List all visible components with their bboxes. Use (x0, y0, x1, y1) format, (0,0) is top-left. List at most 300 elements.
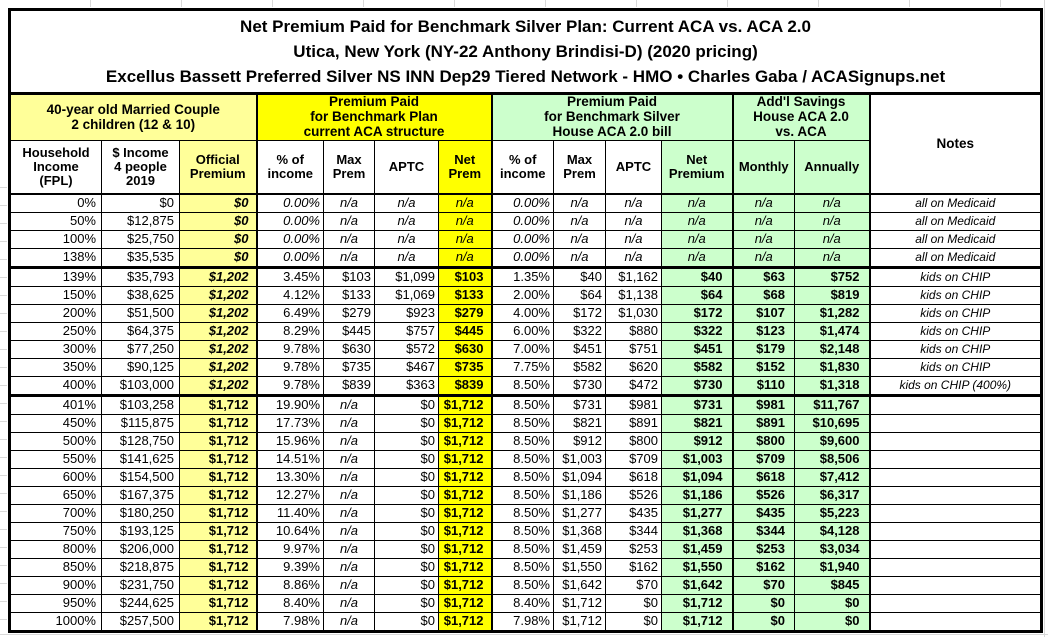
col-aca2-net-premium: n/a (662, 213, 733, 231)
col-aca-pct-income: 8.40% (257, 595, 324, 613)
col-aca2-aptc: $0 (606, 613, 662, 632)
col-aca-net-prem: $1,712 (439, 433, 492, 451)
col-aca-pct-income: 0.00% (257, 231, 324, 249)
header-group-household: 40-year old Married Couple 2 children (12 & 10) (10, 94, 257, 141)
col-aca-aptc: $0 (375, 396, 439, 415)
col-aca2-net-premium: n/a (662, 231, 733, 249)
col-fpl: 100% (10, 231, 102, 249)
col-official-premium: $0 (180, 213, 257, 231)
col-official-premium: $1,712 (180, 577, 257, 595)
title-line-1: Net Premium Paid for Benchmark Silver Plan: Current ACA vs. ACA 2.0 (240, 17, 811, 36)
table-row (10, 469, 1042, 487)
col-savings-monthly: $63 (733, 268, 795, 287)
col-aca-max-prem: n/a (324, 451, 375, 469)
col-aca-pct-income: 9.78% (257, 359, 324, 377)
col-notes (870, 541, 1042, 559)
col-savings-annually: $11,767 (795, 396, 870, 415)
col-fpl: 139% (10, 268, 102, 287)
col-aca-net-prem: $1,712 (439, 523, 492, 541)
col-income: $206,000 (102, 541, 180, 559)
col-notes (870, 577, 1042, 595)
col-aca-pct-income: 9.39% (257, 559, 324, 577)
col-fpl: 450% (10, 415, 102, 433)
col-notes: kids on CHIP (400%) (870, 377, 1042, 396)
col-official-premium: $0 (180, 249, 257, 268)
col-aca2-pct-income: 1.35% (492, 268, 554, 287)
col-aca-net-prem: $735 (439, 359, 492, 377)
col-savings-monthly: $981 (733, 396, 795, 415)
col-official-premium: $1,202 (180, 377, 257, 396)
col-official-premium: $1,712 (180, 523, 257, 541)
col-aca2-net-premium: $1,277 (662, 505, 733, 523)
col-savings-annually: $10,695 (795, 415, 870, 433)
col-savings-monthly: $70 (733, 577, 795, 595)
col-notes (870, 451, 1042, 469)
col-aca-max-prem: n/a (324, 577, 375, 595)
col-aca-max-prem: n/a (324, 487, 375, 505)
col-aca-max-prem: n/a (324, 415, 375, 433)
col-fpl: 1000% (10, 613, 102, 632)
col-aca2-net-premium: $821 (662, 415, 733, 433)
col-aca-max-prem: $839 (324, 377, 375, 396)
col-aca2-aptc: $709 (606, 451, 662, 469)
col-aca-net-prem: n/a (439, 194, 492, 213)
col-fpl: 401% (10, 396, 102, 415)
col-aca2-pct-income: 7.98% (492, 613, 554, 632)
col-aca2-aptc: n/a (606, 249, 662, 268)
col-aca-net-prem: $1,712 (439, 451, 492, 469)
col-savings-monthly: n/a (733, 194, 795, 213)
col-aca2-pct-income: 2.00% (492, 287, 554, 305)
header-col-income: $ Income 4 people 2019 (102, 141, 180, 195)
spreadsheet-gridline-bottom (0, 634, 1048, 635)
col-aca-pct-income: 7.98% (257, 613, 324, 632)
col-aca-max-prem: n/a (324, 505, 375, 523)
col-aca2-pct-income: 7.00% (492, 341, 554, 359)
col-aca2-max-prem: n/a (554, 194, 606, 213)
col-aca2-aptc: $751 (606, 341, 662, 359)
col-official-premium: $0 (180, 194, 257, 213)
col-aca-net-prem: $1,712 (439, 613, 492, 632)
col-aca2-max-prem: n/a (554, 249, 606, 268)
header-notes: Notes (870, 94, 1042, 195)
col-aca2-net-premium: n/a (662, 194, 733, 213)
table-row (10, 249, 1042, 268)
col-aca-aptc: $923 (375, 305, 439, 323)
col-savings-annually: $2,148 (795, 341, 870, 359)
col-aca2-max-prem: $64 (554, 287, 606, 305)
col-aca2-pct-income: 0.00% (492, 194, 554, 213)
col-fpl: 700% (10, 505, 102, 523)
col-savings-monthly: $344 (733, 523, 795, 541)
col-aca-net-prem: $279 (439, 305, 492, 323)
col-savings-annually: $4,128 (795, 523, 870, 541)
col-aca2-net-premium: $40 (662, 268, 733, 287)
col-notes: kids on CHIP (870, 323, 1042, 341)
col-income: $35,535 (102, 249, 180, 268)
col-aca-net-prem: $1,712 (439, 469, 492, 487)
col-aca2-max-prem: $1,712 (554, 595, 606, 613)
col-aca2-aptc: $0 (606, 595, 662, 613)
col-savings-monthly: n/a (733, 249, 795, 268)
header-group-current-aca: Premium Paid for Benchmark Plan current ACA structure (257, 94, 492, 141)
col-official-premium: $0 (180, 231, 257, 249)
col-notes (870, 523, 1042, 541)
col-income: $38,625 (102, 287, 180, 305)
col-savings-annually: $845 (795, 577, 870, 595)
col-aca2-max-prem: $821 (554, 415, 606, 433)
table-row (10, 487, 1042, 505)
col-fpl: 200% (10, 305, 102, 323)
table-row (10, 415, 1042, 433)
col-savings-annually: $6,317 (795, 487, 870, 505)
col-aca2-net-premium: $1,003 (662, 451, 733, 469)
col-savings-monthly: $709 (733, 451, 795, 469)
col-notes (870, 613, 1042, 632)
col-fpl: 50% (10, 213, 102, 231)
col-aca2-net-premium: $730 (662, 377, 733, 396)
col-fpl: 900% (10, 577, 102, 595)
col-savings-annually: $1,830 (795, 359, 870, 377)
table-row (10, 559, 1042, 577)
col-savings-monthly: n/a (733, 213, 795, 231)
header-col-aca2-aptc: APTC (606, 141, 662, 195)
col-aca2-max-prem: $582 (554, 359, 606, 377)
col-savings-annually: $9,600 (795, 433, 870, 451)
header-group-aca2: Premium Paid for Benchmark Silver House ACA 2.0 bill (492, 94, 733, 141)
col-aca-aptc: $0 (375, 595, 439, 613)
col-income: $25,750 (102, 231, 180, 249)
header-col-aca-net-prem: Net Prem (439, 141, 492, 195)
col-aca-net-prem: $133 (439, 287, 492, 305)
col-aca-aptc: $467 (375, 359, 439, 377)
col-aca2-net-premium: $1,368 (662, 523, 733, 541)
col-aca-pct-income: 19.90% (257, 396, 324, 415)
col-notes: all on Medicaid (870, 194, 1042, 213)
col-fpl: 850% (10, 559, 102, 577)
col-aca2-aptc: $1,138 (606, 287, 662, 305)
table-row (10, 505, 1042, 523)
col-aca-aptc: n/a (375, 213, 439, 231)
col-aca-max-prem: $630 (324, 341, 375, 359)
spreadsheet-gridline-top (0, 0, 1048, 7)
table-row (10, 396, 1042, 415)
col-aca2-net-premium: $912 (662, 433, 733, 451)
header-col-savings-annually: Annually (795, 141, 870, 195)
col-fpl: 500% (10, 433, 102, 451)
col-notes: kids on CHIP (870, 268, 1042, 287)
col-income: $128,750 (102, 433, 180, 451)
col-income: $64,375 (102, 323, 180, 341)
col-income: $0 (102, 194, 180, 213)
col-fpl: 600% (10, 469, 102, 487)
col-aca-max-prem: n/a (324, 613, 375, 632)
col-aca2-max-prem: $731 (554, 396, 606, 415)
col-savings-annually: $0 (795, 613, 870, 632)
col-aca2-net-premium: $1,094 (662, 469, 733, 487)
col-savings-annually: n/a (795, 213, 870, 231)
col-aca-pct-income: 6.49% (257, 305, 324, 323)
col-aca2-pct-income: 7.75% (492, 359, 554, 377)
col-savings-monthly: $123 (733, 323, 795, 341)
col-aca2-max-prem: $451 (554, 341, 606, 359)
col-aca2-aptc: $70 (606, 577, 662, 595)
col-aca-net-prem: $1,712 (439, 595, 492, 613)
col-aca2-net-premium: $1,712 (662, 595, 733, 613)
col-aca2-pct-income: 8.50% (492, 577, 554, 595)
col-official-premium: $1,202 (180, 341, 257, 359)
col-aca2-aptc: $1,030 (606, 305, 662, 323)
col-aca-aptc: $1,069 (375, 287, 439, 305)
col-aca2-aptc: $800 (606, 433, 662, 451)
col-aca2-aptc: $435 (606, 505, 662, 523)
col-fpl: 300% (10, 341, 102, 359)
col-aca-pct-income: 8.86% (257, 577, 324, 595)
col-aca-aptc: $0 (375, 541, 439, 559)
col-aca2-aptc: n/a (606, 213, 662, 231)
col-savings-monthly: $152 (733, 359, 795, 377)
col-fpl: 250% (10, 323, 102, 341)
col-income: $244,625 (102, 595, 180, 613)
table-row (10, 577, 1042, 595)
col-aca-aptc: $0 (375, 451, 439, 469)
col-aca-net-prem: n/a (439, 249, 492, 268)
col-aca2-max-prem: n/a (554, 231, 606, 249)
col-aca-aptc: $572 (375, 341, 439, 359)
col-aca-pct-income: 15.96% (257, 433, 324, 451)
col-official-premium: $1,712 (180, 595, 257, 613)
col-aca-net-prem: $103 (439, 268, 492, 287)
col-aca2-max-prem: $1,094 (554, 469, 606, 487)
header-col-aca2-net-premium: Net Premium (662, 141, 733, 195)
col-official-premium: $1,712 (180, 433, 257, 451)
table-row (10, 305, 1042, 323)
col-aca-pct-income: 17.73% (257, 415, 324, 433)
col-aca2-aptc: $162 (606, 559, 662, 577)
spreadsheet-gridline-left (0, 170, 7, 630)
col-aca-max-prem: $279 (324, 305, 375, 323)
col-aca2-net-premium: $451 (662, 341, 733, 359)
col-aca-pct-income: 0.00% (257, 249, 324, 268)
col-aca2-max-prem: $1,277 (554, 505, 606, 523)
table-row (10, 231, 1042, 249)
col-aca-aptc: n/a (375, 194, 439, 213)
header-col-aca-aptc: APTC (375, 141, 439, 195)
col-savings-monthly: $0 (733, 613, 795, 632)
col-income: $90,125 (102, 359, 180, 377)
col-official-premium: $1,202 (180, 305, 257, 323)
col-aca2-aptc: $526 (606, 487, 662, 505)
col-income: $141,625 (102, 451, 180, 469)
col-aca-max-prem: n/a (324, 541, 375, 559)
table-row (10, 323, 1042, 341)
col-savings-monthly: $526 (733, 487, 795, 505)
col-official-premium: $1,712 (180, 396, 257, 415)
col-aca2-max-prem: $730 (554, 377, 606, 396)
col-aca2-pct-income: 8.50% (492, 487, 554, 505)
col-official-premium: $1,202 (180, 323, 257, 341)
col-aca2-pct-income: 8.50% (492, 396, 554, 415)
col-savings-annually: n/a (795, 249, 870, 268)
col-aca-pct-income: 8.29% (257, 323, 324, 341)
table-row (10, 613, 1042, 632)
col-aca-aptc: $0 (375, 523, 439, 541)
col-aca-aptc: $757 (375, 323, 439, 341)
col-aca2-max-prem: $1,368 (554, 523, 606, 541)
col-aca2-pct-income: 0.00% (492, 213, 554, 231)
col-aca-pct-income: 9.78% (257, 377, 324, 396)
col-aca-pct-income: 10.64% (257, 523, 324, 541)
header-col-savings-monthly: Monthly (733, 141, 795, 195)
col-aca2-pct-income: 8.50% (492, 469, 554, 487)
col-income: $154,500 (102, 469, 180, 487)
col-income: $115,875 (102, 415, 180, 433)
col-aca-net-prem: $1,712 (439, 487, 492, 505)
col-aca2-aptc: $1,162 (606, 268, 662, 287)
col-income: $180,250 (102, 505, 180, 523)
col-income: $231,750 (102, 577, 180, 595)
col-aca2-max-prem: $1,550 (554, 559, 606, 577)
col-notes: kids on CHIP (870, 305, 1042, 323)
col-aca2-net-premium: $1,642 (662, 577, 733, 595)
col-aca-max-prem: n/a (324, 559, 375, 577)
col-savings-monthly: $68 (733, 287, 795, 305)
col-income: $218,875 (102, 559, 180, 577)
col-aca2-pct-income: 8.50% (492, 541, 554, 559)
col-fpl: 750% (10, 523, 102, 541)
col-aca-aptc: $0 (375, 559, 439, 577)
title-line-2: Utica, New York (NY-22 Anthony Brindisi-D) (2020 pricing) (293, 42, 758, 61)
col-aca2-aptc: $472 (606, 377, 662, 396)
col-fpl: 650% (10, 487, 102, 505)
col-aca2-pct-income: 8.50% (492, 451, 554, 469)
col-aca-aptc: $0 (375, 415, 439, 433)
col-aca-max-prem: n/a (324, 231, 375, 249)
col-aca2-pct-income: 8.50% (492, 559, 554, 577)
col-aca2-max-prem: $1,642 (554, 577, 606, 595)
col-official-premium: $1,712 (180, 505, 257, 523)
col-official-premium: $1,712 (180, 415, 257, 433)
col-aca2-pct-income: 4.00% (492, 305, 554, 323)
col-aca-pct-income: 4.12% (257, 287, 324, 305)
col-aca-aptc: $0 (375, 613, 439, 632)
col-aca2-net-premium: $172 (662, 305, 733, 323)
col-aca2-pct-income: 8.50% (492, 415, 554, 433)
col-income: $77,250 (102, 341, 180, 359)
col-savings-monthly: $891 (733, 415, 795, 433)
col-official-premium: $1,712 (180, 613, 257, 632)
col-notes (870, 433, 1042, 451)
col-fpl: 350% (10, 359, 102, 377)
premium-comparison-table (8, 8, 1043, 633)
col-notes (870, 487, 1042, 505)
table-row (10, 523, 1042, 541)
col-aca-pct-income: 11.40% (257, 505, 324, 523)
col-official-premium: $1,202 (180, 287, 257, 305)
col-savings-annually: $1,318 (795, 377, 870, 396)
col-aca-aptc: $0 (375, 487, 439, 505)
col-aca2-aptc: n/a (606, 231, 662, 249)
col-income: $103,258 (102, 396, 180, 415)
col-aca2-max-prem: $1,459 (554, 541, 606, 559)
col-savings-annually: $0 (795, 595, 870, 613)
header-group-savings: Add'l Savings House ACA 2.0 vs. ACA (733, 94, 870, 141)
col-aca2-net-premium: $64 (662, 287, 733, 305)
table-title-block (10, 10, 1042, 94)
col-aca2-net-premium: $582 (662, 359, 733, 377)
col-savings-monthly: $162 (733, 559, 795, 577)
col-aca2-pct-income: 8.50% (492, 433, 554, 451)
col-aca-aptc: $1,099 (375, 268, 439, 287)
table-row (10, 359, 1042, 377)
col-aca2-pct-income: 0.00% (492, 231, 554, 249)
col-aca-aptc: n/a (375, 249, 439, 268)
table-row (10, 377, 1042, 396)
col-income: $167,375 (102, 487, 180, 505)
col-fpl: 138% (10, 249, 102, 268)
col-aca-max-prem: n/a (324, 213, 375, 231)
col-aca2-pct-income: 6.00% (492, 323, 554, 341)
header-col-fpl: Household Income (FPL) (10, 141, 102, 195)
col-aca-max-prem: n/a (324, 523, 375, 541)
col-official-premium: $1,712 (180, 559, 257, 577)
col-savings-monthly: $618 (733, 469, 795, 487)
col-savings-annually: $5,223 (795, 505, 870, 523)
col-notes (870, 396, 1042, 415)
col-official-premium: $1,202 (180, 268, 257, 287)
col-aca-aptc: $0 (375, 469, 439, 487)
col-aca2-max-prem: $1,186 (554, 487, 606, 505)
col-aca-pct-income: 0.00% (257, 194, 324, 213)
col-aca2-pct-income: 8.50% (492, 523, 554, 541)
col-savings-monthly: $800 (733, 433, 795, 451)
col-aca2-max-prem: n/a (554, 213, 606, 231)
col-notes: all on Medicaid (870, 213, 1042, 231)
col-notes (870, 559, 1042, 577)
col-savings-annually: $7,412 (795, 469, 870, 487)
col-aca-max-prem: n/a (324, 469, 375, 487)
col-notes: kids on CHIP (870, 287, 1042, 305)
col-aca-net-prem: n/a (439, 231, 492, 249)
col-aca-aptc: $363 (375, 377, 439, 396)
header-col-official-premium: Official Premium (180, 141, 257, 195)
table-row (10, 194, 1042, 213)
col-aca2-aptc: $253 (606, 541, 662, 559)
table-body (10, 194, 1042, 632)
spreadsheet-gridline-right (1044, 0, 1045, 637)
col-aca2-max-prem: $1,003 (554, 451, 606, 469)
col-savings-annually: n/a (795, 194, 870, 213)
col-aca2-aptc: $981 (606, 396, 662, 415)
col-fpl: 0% (10, 194, 102, 213)
table-row (10, 541, 1042, 559)
col-income: $35,793 (102, 268, 180, 287)
col-income: $51,500 (102, 305, 180, 323)
col-aca-net-prem: $1,712 (439, 559, 492, 577)
col-aca-max-prem: $133 (324, 287, 375, 305)
col-fpl: 550% (10, 451, 102, 469)
col-aca2-pct-income: 0.00% (492, 249, 554, 268)
col-aca-max-prem: n/a (324, 249, 375, 268)
header-col-aca-pct-income: % of income (257, 141, 324, 195)
table-row (10, 451, 1042, 469)
col-aca-net-prem: $839 (439, 377, 492, 396)
col-aca-max-prem: $103 (324, 268, 375, 287)
col-aca2-net-premium: $1,186 (662, 487, 733, 505)
col-aca2-aptc: $344 (606, 523, 662, 541)
col-aca2-max-prem: $172 (554, 305, 606, 323)
col-income: $12,875 (102, 213, 180, 231)
